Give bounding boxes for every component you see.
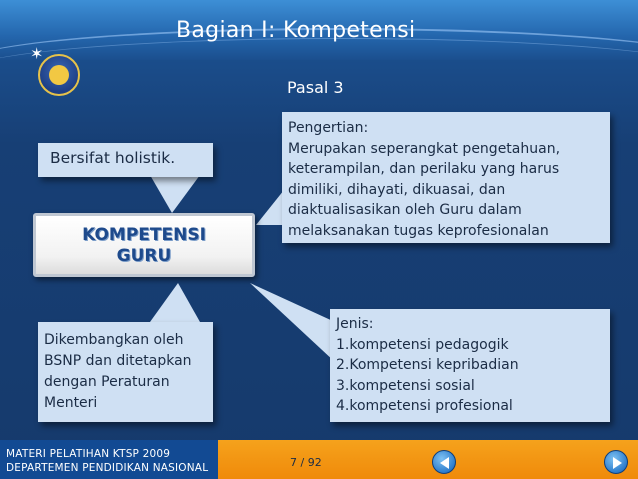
pengertian-callout	[282, 112, 610, 243]
next-arrow-icon[interactable]	[604, 450, 628, 474]
footer-line-1: MATERI PELATIHAN KTSP 2009	[6, 448, 171, 460]
footer-bar	[0, 440, 638, 479]
section-subtitle: Pasal 3	[287, 78, 344, 97]
jenis-heading: Jenis:	[336, 316, 374, 332]
dikembangkan-line: dengan Peraturan	[44, 374, 170, 390]
footer-label-panel	[0, 440, 218, 479]
jenis-callout	[330, 309, 610, 422]
center-line-2: GURU	[116, 246, 172, 266]
slide-title: Bagian I: Kompetensi	[176, 18, 416, 43]
sparkle-icon: ✶	[30, 44, 44, 63]
pengertian-line: diaktualisasikan oleh Guru dalam	[288, 202, 522, 218]
jenis-item: 2.Kompetensi kepribadian	[336, 357, 519, 373]
dikembangkan-callout	[38, 322, 213, 422]
pengertian-heading: Pengertian:	[288, 120, 369, 136]
jenis-pointer	[250, 283, 335, 362]
jenis-item: 4.kompetensi profesional	[336, 398, 513, 414]
center-line-1: KOMPETENSI	[82, 225, 206, 245]
holistik-callout	[38, 143, 213, 177]
pengertian-line: Merupakan seperangkat pengetahuan,	[288, 140, 561, 157]
dikembangkan-pointer	[150, 283, 200, 322]
pengertian-line: dimiliki, dihayati, dikuasai, dan	[288, 181, 506, 198]
footer-line-2: DEPARTEMEN PENDIDIKAN NASIONAL	[6, 462, 209, 474]
pengertian-line: melaksanakan tugas keprofesionalan	[288, 222, 549, 239]
holistik-pointer	[150, 175, 200, 213]
page-counter: 7 / 92	[290, 456, 322, 469]
dikembangkan-line: Menteri	[44, 395, 98, 411]
jenis-item: 3.kompetensi sosial	[336, 377, 475, 394]
holistik-text: Bersifat holistik.	[50, 149, 176, 167]
kompetensi-guru-box	[33, 213, 255, 277]
pengertian-line: keterampilan, dan perilaku yang harus	[288, 161, 560, 177]
dikembangkan-line: Dikembangkan oleh	[44, 332, 184, 348]
dikembangkan-line: BSNP dan ditetapkan	[44, 353, 192, 369]
jenis-item: 1.kompetensi pedagogik	[336, 336, 509, 353]
previous-arrow-icon[interactable]	[432, 450, 456, 474]
